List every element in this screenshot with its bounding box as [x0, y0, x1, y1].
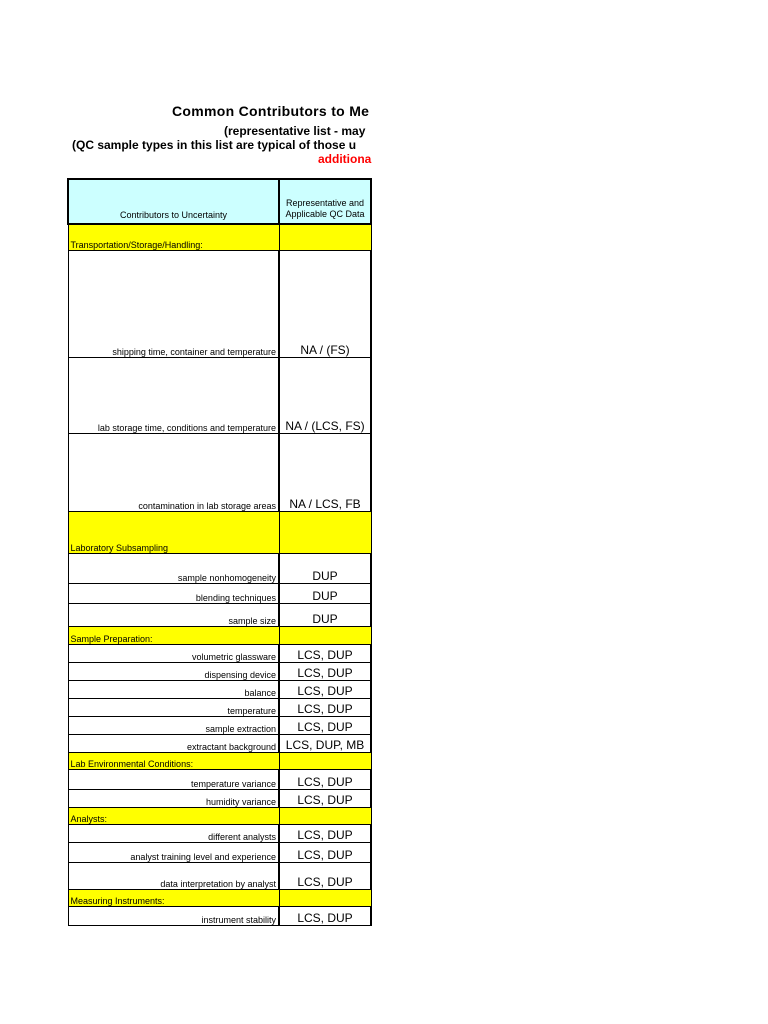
table-row	[68, 734, 371, 752]
qc-cell: LCS, DUP	[279, 644, 371, 662]
qc-cell: LCS, DUP	[279, 698, 371, 716]
contributor-cell: sample nonhomogeneity	[68, 553, 279, 583]
table-row	[68, 250, 371, 357]
table-row	[68, 433, 371, 511]
contributor-cell: data interpretation by analyst	[68, 862, 279, 889]
contributor-cell: lab storage time, conditions and temperature	[68, 357, 279, 433]
section-row	[68, 752, 371, 769]
section-title: Measuring Instruments:	[68, 889, 279, 906]
column-header-contributors: Contributors to Uncertainty	[68, 179, 279, 224]
document-subtitle-1: (representative list - may	[224, 124, 366, 138]
contributor-cell: extractant background	[68, 734, 279, 752]
contributor-cell: dispensing device	[68, 662, 279, 680]
contributor-cell: volumetric glassware	[68, 644, 279, 662]
qc-cell: LCS, DUP	[279, 824, 371, 842]
qc-cell: LCS, DUP	[279, 680, 371, 698]
qc-cell: LCS, DUP	[279, 769, 371, 789]
table-row	[68, 789, 371, 807]
table-row	[68, 824, 371, 842]
contributor-cell: analyst training level and experience	[68, 842, 279, 862]
table-row	[68, 603, 371, 626]
qc-cell: NA / (FS)	[279, 250, 371, 357]
document-title: Common Contributors to Me	[172, 103, 370, 119]
table-row	[68, 698, 371, 716]
table-row	[68, 644, 371, 662]
document-subtitle-2: (QC sample types in this list are typical of those u	[72, 138, 357, 152]
contributor-cell: shipping time, container and temperature	[68, 250, 279, 357]
qc-cell: LCS, DUP	[279, 716, 371, 734]
section-title: Analysts:	[68, 807, 279, 824]
table-row	[68, 906, 371, 925]
section-title: Lab Environmental Conditions:	[68, 752, 279, 769]
section-title: Transportation/Storage/Handling:	[68, 224, 279, 250]
contributor-cell: contamination in lab storage areas	[68, 433, 279, 511]
qc-cell: DUP	[279, 583, 371, 603]
qc-cell: LCS, DUP	[279, 842, 371, 862]
section-row	[68, 807, 371, 824]
table-header-row	[68, 179, 371, 224]
qc-cell: DUP	[279, 553, 371, 583]
section-title: Laboratory Subsampling	[68, 511, 279, 553]
table-row	[68, 357, 371, 433]
section-row	[68, 626, 371, 644]
qc-cell: NA / LCS, FB	[279, 433, 371, 511]
contributor-cell: temperature variance	[68, 769, 279, 789]
contributor-cell: blending techniques	[68, 583, 279, 603]
qc-cell: LCS, DUP	[279, 662, 371, 680]
table-row	[68, 662, 371, 680]
table-row	[68, 716, 371, 734]
contributor-cell: instrument stability	[68, 906, 279, 925]
uncertainty-table	[67, 178, 372, 926]
section-title: Sample Preparation:	[68, 626, 279, 644]
section-row	[68, 889, 371, 906]
contributor-cell: sample extraction	[68, 716, 279, 734]
table-row	[68, 583, 371, 603]
contributor-cell: different analysts	[68, 824, 279, 842]
contributor-cell: temperature	[68, 698, 279, 716]
qc-cell: LCS, DUP	[279, 862, 371, 889]
qc-cell: DUP	[279, 603, 371, 626]
table-row	[68, 680, 371, 698]
table-row	[68, 553, 371, 583]
qc-cell: LCS, DUP	[279, 789, 371, 807]
document-viewport	[0, 0, 380, 1024]
qc-cell: LCS, DUP	[279, 906, 371, 925]
contributor-cell: sample size	[68, 603, 279, 626]
contributor-cell: humidity variance	[68, 789, 279, 807]
table-row	[68, 862, 371, 889]
qc-cell: NA / (LCS, FS)	[279, 357, 371, 433]
document-subtitle-3: additiona	[318, 152, 372, 166]
contributor-cell: balance	[68, 680, 279, 698]
section-row	[68, 224, 371, 250]
section-row	[68, 511, 371, 553]
qc-cell: LCS, DUP, MB	[279, 734, 371, 752]
column-header-qc-data: Representative and Applicable QC Data	[279, 179, 371, 224]
table-row	[68, 769, 371, 789]
table-row	[68, 842, 371, 862]
